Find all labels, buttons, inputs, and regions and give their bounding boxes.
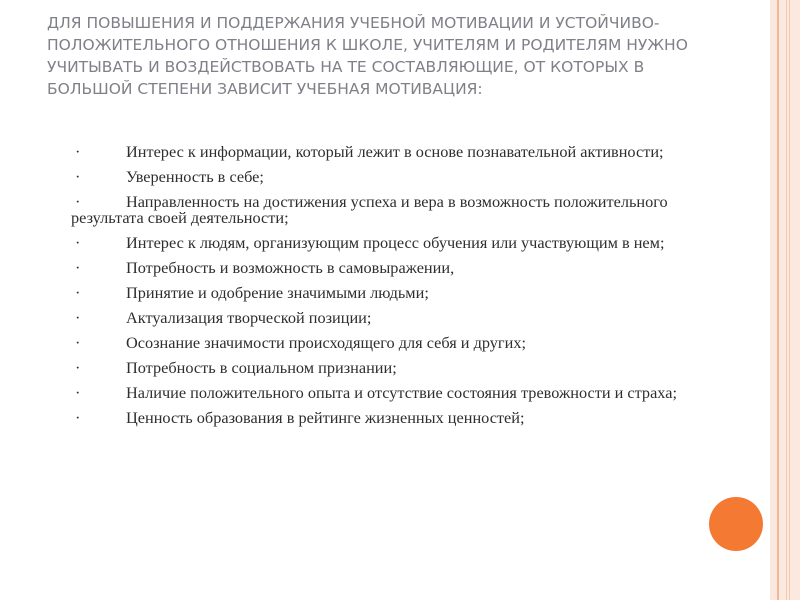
list-item bbox=[47, 385, 687, 401]
list-item-text: Интерес к информации, который лежит в основе познавательной активности; bbox=[126, 142, 664, 161]
list-item bbox=[47, 410, 687, 426]
right-border-decoration bbox=[770, 0, 800, 600]
middle-dot: · bbox=[75, 333, 81, 352]
list-item-text: Осознание значимости происходящего для себя и других; bbox=[126, 333, 526, 352]
middle-dot: · bbox=[75, 142, 81, 161]
list-item-text: Направленность на достижения успеха и вера в возможность положительного результата своей деятельности; bbox=[71, 192, 668, 227]
middle-dot: · bbox=[75, 408, 81, 427]
list-item-text: Наличие положительного опыта и отсутствие состояния тревожности и страха; bbox=[126, 383, 677, 402]
list-item-text: Актуализация творческой позиции; bbox=[126, 308, 372, 327]
middle-dot: · bbox=[75, 308, 81, 327]
right-border-line bbox=[777, 0, 779, 600]
slide-title: ДЛЯ ПОВЫШЕНИЯ И ПОДДЕРЖАНИЯ УЧЕБНОЙ МОТИВАЦИИ И УСТОЙЧИВО-ПОЛОЖИТЕЛЬНОГО ОТНОШЕНИЯ К ШКОЛЕ, УЧИТЕЛЯМ И РОДИТЕЛЯМ НУЖНО УЧИТЫВАТЬ И ВОЗДЕЙСТВОВАТЬ НА ТЕ СОСТАВЛЯЮЩИЕ, ОТ КОТОРЫХ В БОЛЬШОЙ СТЕПЕНИ ЗАВИСИТ УЧЕБНАЯ МОТИВАЦИЯ: bbox=[47, 14, 688, 98]
list-item bbox=[47, 194, 687, 226]
right-border-line bbox=[786, 0, 787, 600]
list-item-text: Ценность образования в рейтинге жизненных ценностей; bbox=[126, 408, 525, 427]
list-item-text: Уверенность в себе; bbox=[126, 167, 264, 186]
list-item-text: Принятие и одобрение значимыми людьми; bbox=[126, 283, 429, 302]
middle-dot: · bbox=[75, 233, 81, 252]
list-item-text: Потребность и возможность в самовыражении, bbox=[126, 258, 455, 277]
middle-dot: · bbox=[75, 283, 81, 302]
middle-dot: · bbox=[75, 167, 81, 186]
middle-dot: · bbox=[75, 358, 81, 377]
right-border-line bbox=[789, 0, 790, 600]
list-item bbox=[47, 360, 687, 376]
list-item-text: Потребность в социальном признании; bbox=[126, 358, 397, 377]
middle-dot: · bbox=[75, 383, 81, 402]
middle-dot: · bbox=[75, 192, 81, 211]
list-item bbox=[47, 310, 687, 326]
list-item bbox=[47, 285, 687, 301]
list-item bbox=[47, 235, 687, 251]
list-item bbox=[47, 335, 687, 351]
bullet-list bbox=[47, 144, 687, 435]
list-item bbox=[47, 169, 687, 185]
orange-circle-decoration bbox=[709, 497, 763, 551]
list-item bbox=[47, 260, 687, 276]
list-item bbox=[47, 144, 687, 160]
list-item-text: Интерес к людям, организующим процесс обучения или участвующим в нем; bbox=[126, 233, 665, 252]
middle-dot: · bbox=[75, 258, 81, 277]
